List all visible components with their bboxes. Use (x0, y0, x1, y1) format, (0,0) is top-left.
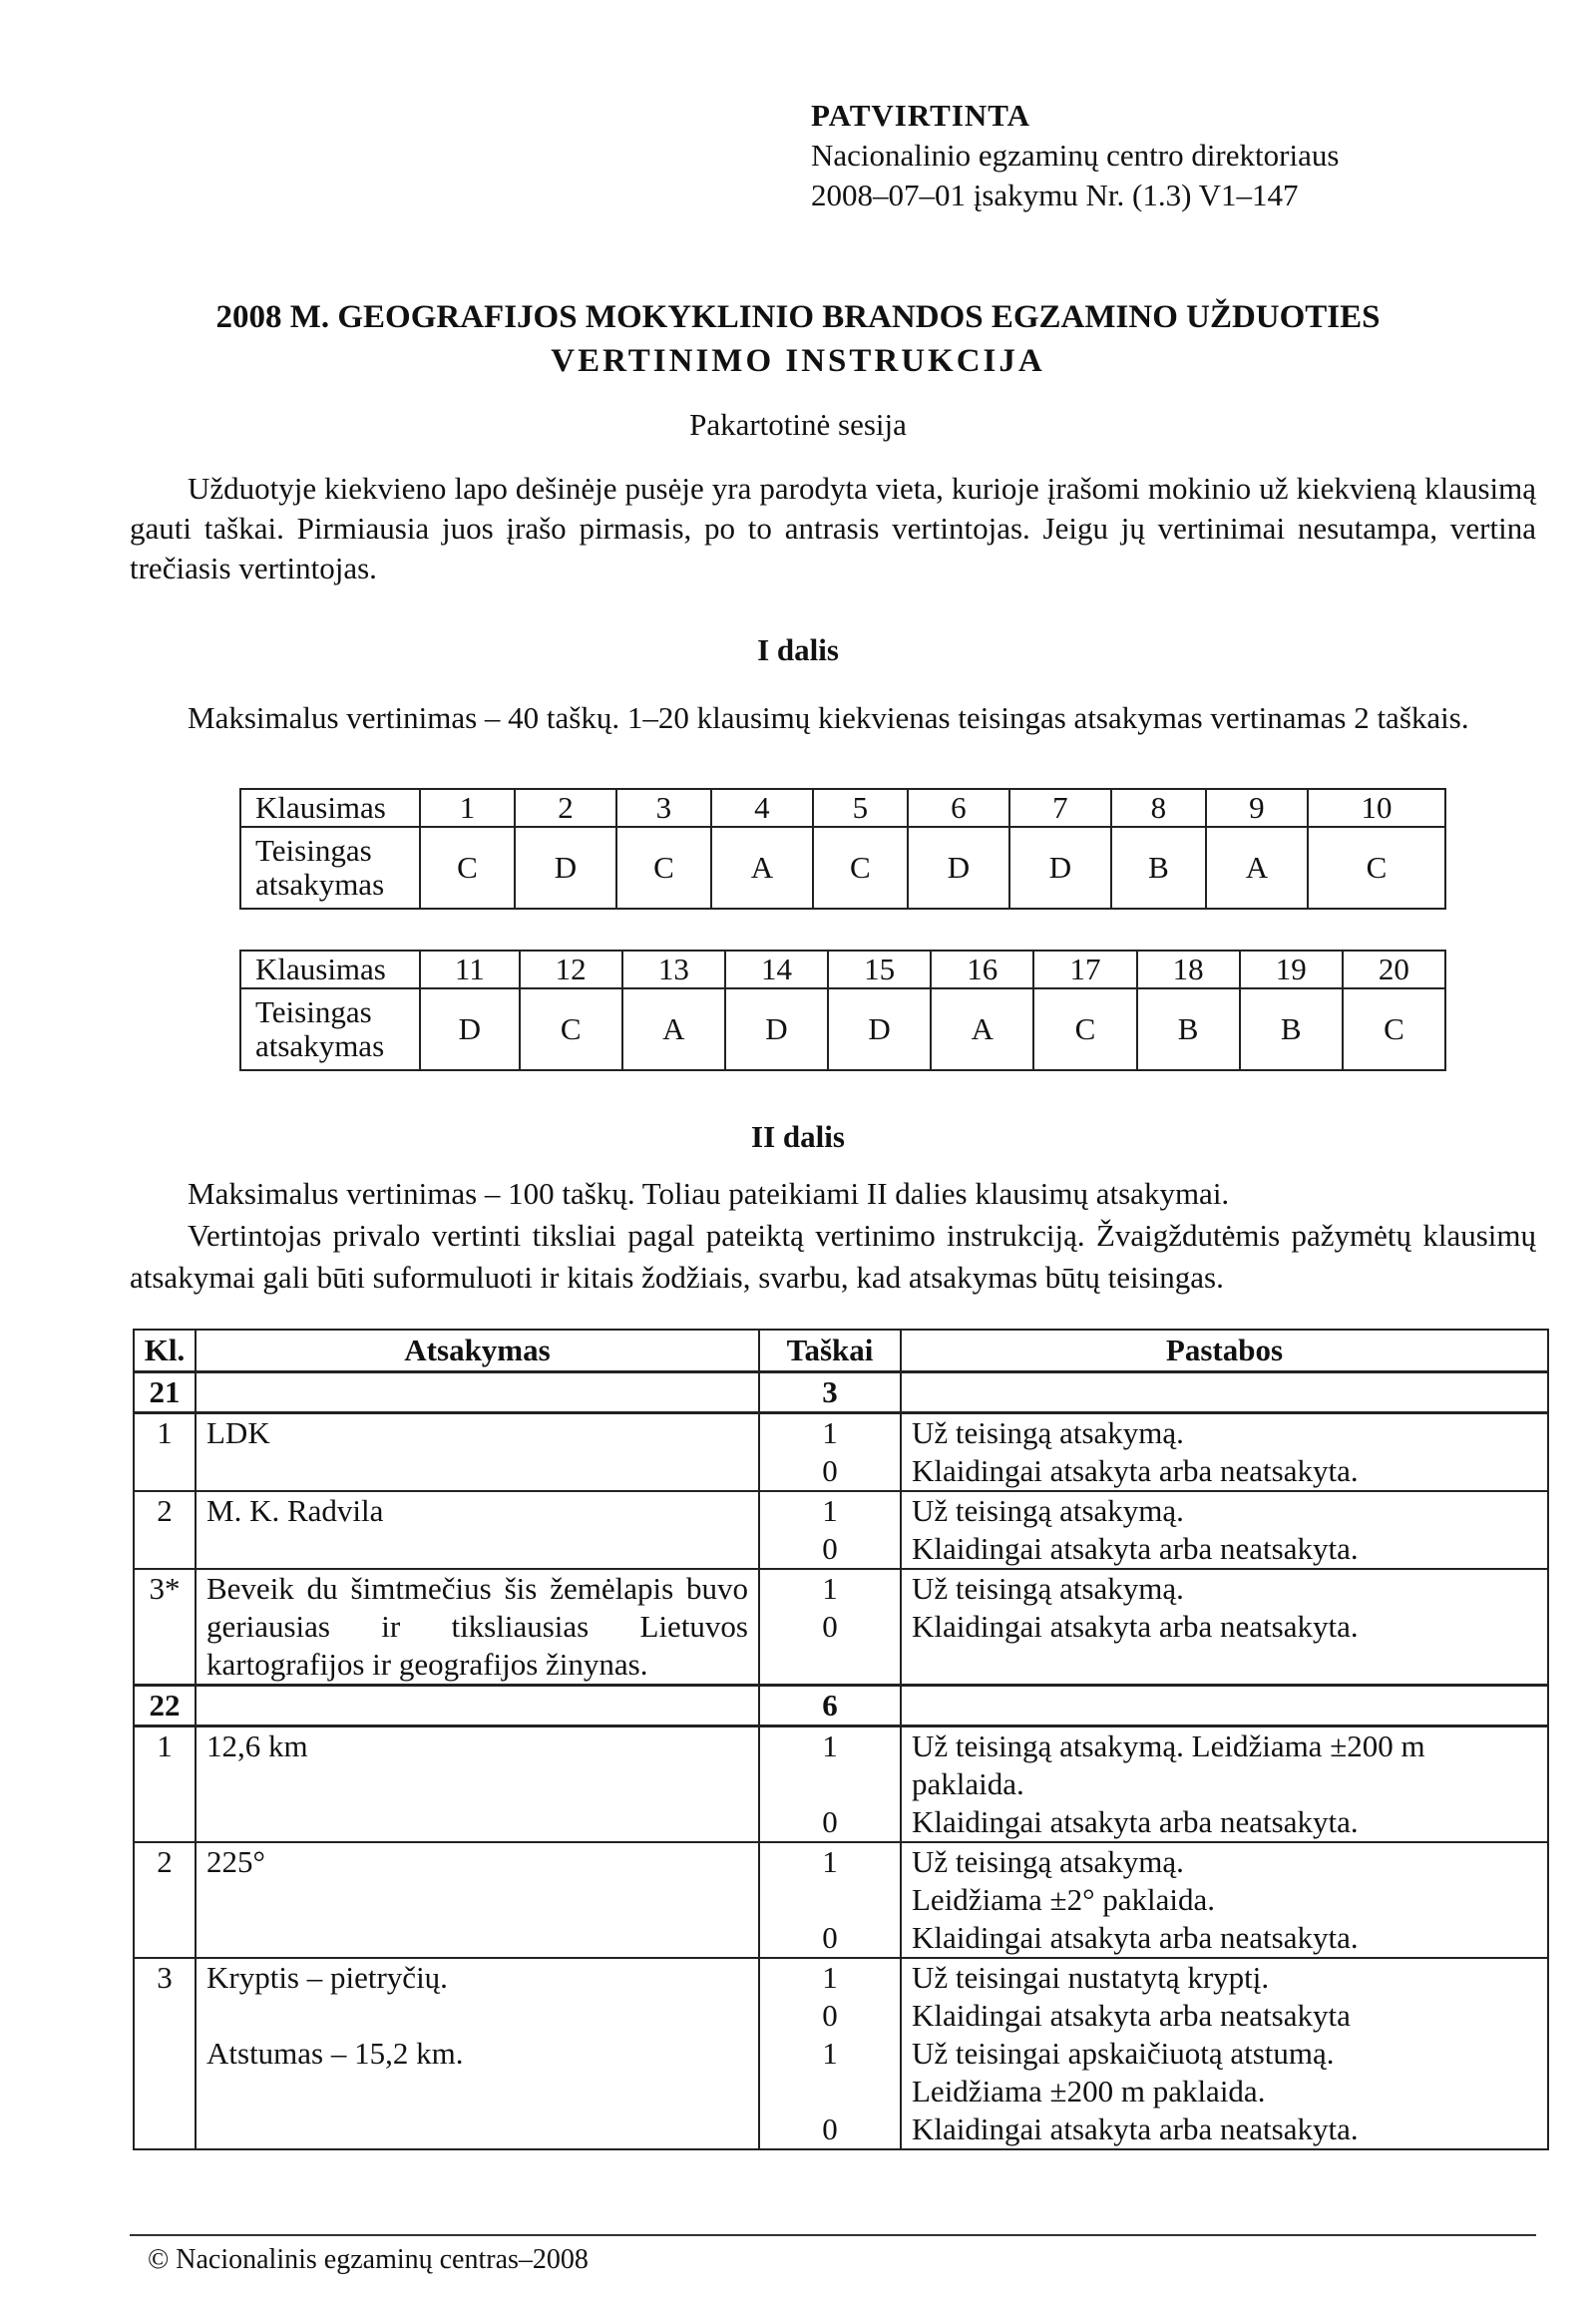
sub-number: 2 (134, 1491, 196, 1569)
part1-text: Maksimalus vertinimas – 40 taškų. 1–20 klausimų kiekvienas teisingas atsakymas vertinamas 2 taškais. (188, 700, 1469, 735)
points-value: 1 (822, 2036, 838, 2071)
answer-cell: A (931, 988, 1033, 1070)
points-value: 0 (822, 2111, 838, 2146)
question-cell: 12 (520, 951, 622, 988)
points-value: 0 (822, 1609, 838, 1644)
note-text: Už teisingą atsakymą. Leidžiama ±200 m paklaida. (912, 1728, 1425, 1801)
points-value: 1 (822, 1571, 838, 1606)
points-value: 0 (822, 1804, 838, 1839)
points-value: 1 (822, 1493, 838, 1528)
part2-heading: II dalis (751, 1119, 845, 1154)
answer-text: Beveik du šimtmečius šis žemėlapis buvo geriausias ir tiksliausias Lietuvos kartografijos ir geografijos žinynas. (196, 1569, 759, 1686)
answer-cell: B (1111, 827, 1206, 909)
question-row-label: Klausimas (240, 951, 420, 988)
question-cell: 17 (1033, 951, 1136, 988)
scoring-table (133, 1329, 1549, 2150)
part2-text-1: Maksimalus vertinimas – 100 taškų. Toliau pateikiami II dalies klausimų atsakymai. (188, 1176, 1230, 1211)
question-cell: 14 (725, 951, 828, 988)
title-line-1: 2008 M. GEOGRAFIJOS MOKYKLINIO BRANDOS EGZAMINO UŽDUOTIES (215, 299, 1381, 335)
part2-text (130, 1173, 1536, 1299)
header-notes: Pastabos (901, 1330, 1548, 1372)
question-group-row (134, 1372, 1548, 1413)
header-answer: Atsakymas (196, 1330, 759, 1372)
part1-heading: I dalis (757, 632, 839, 667)
question-cell: 1 (420, 789, 515, 827)
answer-cell: D (725, 988, 828, 1070)
answer-cell: A (622, 988, 725, 1070)
group-number: 22 (134, 1686, 196, 1726)
header-kl: Kl. (134, 1330, 196, 1372)
note-text: Klaidingai atsakyta arba neatsakyta. (912, 1453, 1359, 1488)
note-text: Klaidingai atsakyta arba neatsakyta. (912, 2111, 1359, 2146)
answer-row-label: Teisingas atsakymas (240, 988, 420, 1070)
points-value: 1 (822, 1415, 838, 1450)
points-value: 1 (822, 1728, 838, 1763)
answer-cell: B (1137, 988, 1240, 1070)
answer-cell: D (1009, 827, 1111, 909)
note-text: Klaidingai atsakyta arba neatsakyta. (912, 1804, 1359, 1839)
question-cell: 2 (515, 789, 616, 827)
question-cell: 9 (1206, 789, 1308, 827)
note-text: Klaidingai atsakyta arba neatsakyta. (912, 1531, 1359, 1566)
session-label: Pakartotinė sesija (689, 407, 907, 442)
question-cell: 6 (908, 789, 1009, 827)
intro-paragraph: Užduotyje kiekvieno lapo dešinėje pusėje yra parodyta vieta, kurioje įrašomi mokinio už kiekvieną klausimą gauti taškai. Pirmiausia juos įrašo pirmasis, po to antrasis vertintojas. Jeigu jų vertinimai nesutampa, vertina trečiasis vertintojas. (130, 471, 1536, 585)
approval-heading: PATVIRTINTA (811, 98, 1031, 133)
note-text: Už teisingai nustatytą kryptį. (912, 1960, 1270, 1995)
answer-text: M. K. Radvila (196, 1491, 759, 1569)
question-cell: 13 (622, 951, 725, 988)
question-cell: 11 (420, 951, 520, 988)
question-cell: 10 (1308, 789, 1445, 827)
note-text: Klaidingai atsakyta arba neatsakyta. (912, 1609, 1359, 1644)
answer-table-1 (239, 788, 1446, 910)
note-text: Už teisingą atsakymą. (912, 1571, 1184, 1606)
answer-text: Atstumas – 15,2 km. (206, 2036, 464, 2071)
answer-cell: A (711, 827, 813, 909)
answer-cell: C (1308, 827, 1445, 909)
answer-text: 225° (196, 1842, 759, 1958)
note-text: Už teisingą atsakymą. (912, 1415, 1184, 1450)
table-row (134, 1726, 1548, 1843)
note-text: Klaidingai atsakyta arba neatsakyta (912, 1998, 1351, 2033)
table-row (134, 1842, 1548, 1958)
points-value: 0 (822, 1453, 838, 1488)
footer-divider (130, 2234, 1536, 2236)
header-points: Taškai (759, 1330, 901, 1372)
points-value: 1 (822, 1960, 838, 1995)
question-cell: 16 (931, 951, 1033, 988)
question-cell: 18 (1137, 951, 1240, 988)
answer-table-2 (239, 950, 1446, 1071)
table-row (134, 1491, 1548, 1569)
answer-cell: C (520, 988, 622, 1070)
document-title (0, 295, 1596, 383)
question-cell: 7 (1009, 789, 1111, 827)
question-cell: 19 (1240, 951, 1343, 988)
answer-cell: D (420, 988, 520, 1070)
question-cell: 4 (711, 789, 813, 827)
answer-cell: D (515, 827, 616, 909)
points-value: 0 (822, 1920, 838, 1955)
group-number: 21 (134, 1372, 196, 1413)
question-cell: 8 (1111, 789, 1206, 827)
answer-cell: B (1240, 988, 1343, 1070)
answer-row-label: Teisingas atsakymas (240, 827, 420, 909)
note-text: Už teisingą atsakymą. (912, 1493, 1184, 1528)
question-cell: 5 (813, 789, 908, 827)
note-text: Klaidingai atsakyta arba neatsakyta. (912, 1920, 1359, 1955)
note-text: Už teisingai apskaičiuotą atstumą. Leidžiama ±200 m paklaida. (912, 2036, 1335, 2108)
question-cell: 3 (616, 789, 711, 827)
answer-text: 12,6 km (196, 1726, 759, 1843)
question-row-label: Klausimas (240, 789, 420, 827)
part2-text-2: Vertintojas privalo vertinti tiksliai pagal pateiktą vertinimo instrukciją. Žvaigždutėmis pažymėtų klausimų atsakymai gali būti suformuluoti ir kitais žodžiais, svarbu, kad atsakymas būtų teisingas. (130, 1218, 1536, 1295)
answer-cell: C (813, 827, 908, 909)
title-line-2: VERTINIMO INSTRUKCIJA (551, 343, 1045, 379)
table-row (134, 1413, 1548, 1492)
question-cell: 15 (828, 951, 931, 988)
sub-number: 3 (134, 1958, 196, 2149)
answer-cell: C (420, 827, 515, 909)
note-text: Už teisingą atsakymą. Leidžiama ±2° paklaida. (912, 1844, 1215, 1917)
table-row (134, 1958, 1548, 2149)
answer-cell: C (1343, 988, 1445, 1070)
question-cell: 20 (1343, 951, 1445, 988)
group-points: 6 (759, 1686, 901, 1726)
points-value: 0 (822, 1531, 838, 1566)
approval-line-1: Nacionalinio egzaminų centro direktoriaus (811, 138, 1340, 173)
answer-cell: D (908, 827, 1009, 909)
answer-text: LDK (196, 1413, 759, 1492)
question-group-row (134, 1686, 1548, 1726)
approval-block (811, 96, 1339, 215)
answer-cell: C (1033, 988, 1136, 1070)
answer-cell: A (1206, 827, 1308, 909)
answer-text: Kryptis – pietryčių. (206, 1960, 448, 1995)
approval-line-2: 2008–07–01 įsakymu Nr. (1.3) V1–147 (811, 178, 1299, 212)
sub-number: 2 (134, 1842, 196, 1958)
points-value: 0 (822, 1998, 838, 2033)
footer-copyright: © Nacionalinis egzaminų centras–2008 (148, 2244, 589, 2275)
sub-number: 1 (134, 1726, 196, 1843)
answer-cell: D (828, 988, 931, 1070)
answer-cell: C (616, 827, 711, 909)
sub-number: 1 (134, 1413, 196, 1492)
sub-number: 3* (134, 1569, 196, 1686)
points-value: 1 (822, 1844, 838, 1879)
group-points: 3 (759, 1372, 901, 1413)
table-row (134, 1569, 1548, 1686)
